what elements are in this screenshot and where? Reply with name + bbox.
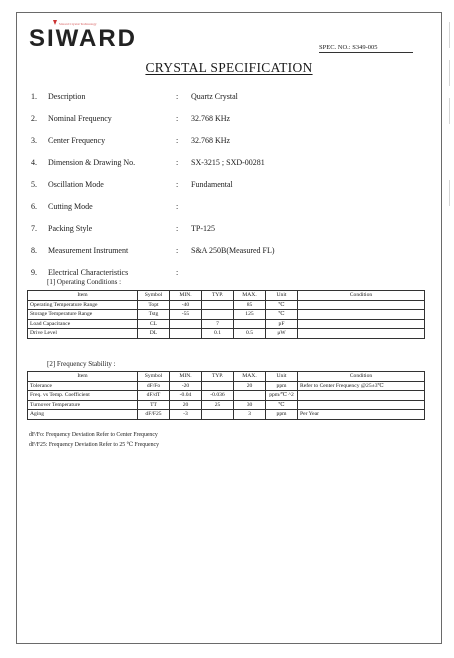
cell-unit: ℃ bbox=[266, 300, 298, 310]
document-title: CRYSTAL SPECIFICATION bbox=[145, 60, 313, 75]
cell-typ: 25 bbox=[202, 400, 234, 410]
table-header-row bbox=[28, 291, 425, 301]
cell-condition: Per Year bbox=[298, 410, 425, 420]
cell-max: 20 bbox=[234, 381, 266, 391]
table-row bbox=[28, 400, 425, 410]
header-typ: TYP. bbox=[202, 372, 234, 382]
cell-typ: 0.1 bbox=[202, 329, 234, 339]
page-edge-marker bbox=[449, 22, 454, 48]
header-condition: Condition bbox=[298, 291, 425, 301]
cell-item: Freq. vs Temp. Coefficient bbox=[28, 391, 138, 401]
cell-max: 125 bbox=[234, 310, 266, 320]
cell-typ bbox=[202, 310, 234, 320]
cell-max bbox=[234, 319, 266, 329]
logo-wordmark: SIWARD bbox=[29, 25, 137, 52]
cell-symbol: dF/Fo bbox=[138, 381, 170, 391]
cell-item: Storage Temperature Range bbox=[28, 310, 138, 320]
cell-typ: 7 bbox=[202, 319, 234, 329]
table-row bbox=[28, 319, 425, 329]
cell-typ: -0.036 bbox=[202, 391, 234, 401]
footnote-dffo: dF/Fo: Frequency Deviation Refer to Center Frequency bbox=[29, 432, 158, 438]
table-header-row bbox=[28, 372, 425, 382]
cell-item: Tolerance bbox=[28, 381, 138, 391]
page-edge-marker bbox=[449, 98, 454, 124]
header-unit: Unit bbox=[266, 291, 298, 301]
cell-condition bbox=[298, 319, 425, 329]
cell-unit: ppm/℃ ^2 bbox=[266, 391, 298, 401]
cell-min bbox=[170, 329, 202, 339]
cell-symbol: Tstg bbox=[138, 310, 170, 320]
header-max: MAX. bbox=[234, 291, 266, 301]
footnote-dff25: dF/F25: Frequency Deviation Refer to 25 ℃ Frequency bbox=[29, 442, 159, 448]
cell-unit: μW bbox=[266, 329, 298, 339]
cell-max: 30 bbox=[234, 400, 266, 410]
operating-conditions-heading: [1] Operating Conditions : bbox=[47, 278, 122, 286]
header-symbol: Symbol bbox=[138, 372, 170, 382]
company-logo bbox=[29, 19, 137, 53]
cell-symbol: CL bbox=[138, 319, 170, 329]
cell-condition bbox=[298, 391, 425, 401]
operating-conditions-table bbox=[27, 290, 425, 339]
frequency-stability-table bbox=[27, 371, 425, 420]
cell-symbol: Topt bbox=[138, 300, 170, 310]
header-min: MIN. bbox=[170, 291, 202, 301]
header-unit: Unit bbox=[266, 372, 298, 382]
cell-min: -40 bbox=[170, 300, 202, 310]
cell-symbol: DL bbox=[138, 329, 170, 339]
cell-item: Load Capacitance bbox=[28, 319, 138, 329]
cell-condition bbox=[298, 310, 425, 320]
header-typ: TYP. bbox=[202, 291, 234, 301]
cell-min: -3 bbox=[170, 410, 202, 420]
document-page: Siward Crystal Technology SIWARD SPEC. NO.: S349-005 CRYSTAL SPECIFICATION 1. Description : Quartz Crystal 2. Nominal Frequency : 32.768 KHz 3. Center Frequency : 32.768 KHz 4. Dimension & Drawing No. : SX-3215 ; SXD-00281 5. Oscillation Mode : Fundamental 6. Cutting Mode : 7. Packing Style : TP-125 8. Measurement Instrument : S&A 250B(Measured FL) 9. Electrical Characteristics : [1] Operating Conditions : Item Symbol MIN. TYP. MAX. Unit Condition Operating Temperature Range Topt -40 85 ℃ Storage Temperature Range Tstg -55 125 ℃ Load Capacitance CL 7 pF Drive Level DL 0.1 0.5 μW [2] Frequency Stability : Item Symbol MIN. TYP. MAX. Unit Condition Tolerance dF/Fo -20 20 ppm Refer to Center Frequency @25±3℃ Freq. vs Temp. Coefficient dF/dT -0.04 -0.036 ppm/℃ ^2 Turnover Temperature TT 20 25 30 ℃ Aging dF/F25 -3 3 ppm Per Year dF/Fo: Frequency Deviation Refer to Center Frequency dF/F25: Frequency Deviation Refer to 25 ℃ Frequency bbox=[16, 12, 442, 644]
header-condition: Condition bbox=[298, 372, 425, 382]
cell-min: -20 bbox=[170, 381, 202, 391]
table-row bbox=[28, 329, 425, 339]
table-row bbox=[28, 310, 425, 320]
cell-condition bbox=[298, 329, 425, 339]
cell-typ bbox=[202, 410, 234, 420]
cell-item: Turnover Temperature bbox=[28, 400, 138, 410]
cell-condition: Refer to Center Frequency @25±3℃ bbox=[298, 381, 425, 391]
cell-min bbox=[170, 319, 202, 329]
cell-min: -55 bbox=[170, 310, 202, 320]
page-edge-marker bbox=[449, 60, 454, 86]
cell-typ bbox=[202, 381, 234, 391]
table-row bbox=[28, 410, 425, 420]
cell-unit: ℃ bbox=[266, 400, 298, 410]
frequency-stability-heading: [2] Frequency Stability : bbox=[47, 360, 116, 368]
cell-item: Aging bbox=[28, 410, 138, 420]
cell-item: Operating Temperature Range bbox=[28, 300, 138, 310]
cell-unit: ppm bbox=[266, 381, 298, 391]
header-symbol: Symbol bbox=[138, 291, 170, 301]
cell-typ bbox=[202, 300, 234, 310]
spec-number: SPEC. NO.: S349-005 bbox=[319, 44, 378, 51]
cell-symbol: dF/dT bbox=[138, 391, 170, 401]
header-max: MAX. bbox=[234, 372, 266, 382]
logo-tagline: Siward Crystal Technology bbox=[59, 22, 97, 26]
cell-max: 3 bbox=[234, 410, 266, 420]
page-edge-marker bbox=[449, 180, 454, 206]
table-row bbox=[28, 391, 425, 401]
cell-unit: pF bbox=[266, 319, 298, 329]
header-min: MIN. bbox=[170, 372, 202, 382]
header-item: Item bbox=[28, 372, 138, 382]
cell-max bbox=[234, 391, 266, 401]
cell-min: -0.04 bbox=[170, 391, 202, 401]
cell-max: 85 bbox=[234, 300, 266, 310]
header-item: Item bbox=[28, 291, 138, 301]
cell-item: Drive Level bbox=[28, 329, 138, 339]
cell-symbol: TT bbox=[138, 400, 170, 410]
table-row bbox=[28, 300, 425, 310]
cell-symbol: dF/F25 bbox=[138, 410, 170, 420]
cell-condition bbox=[298, 400, 425, 410]
cell-unit: ppm bbox=[266, 410, 298, 420]
cell-unit: ℃ bbox=[266, 310, 298, 320]
cell-max: 0.5 bbox=[234, 329, 266, 339]
spec-number-underline bbox=[319, 52, 413, 53]
cell-condition bbox=[298, 300, 425, 310]
table-row bbox=[28, 381, 425, 391]
cell-min: 20 bbox=[170, 400, 202, 410]
